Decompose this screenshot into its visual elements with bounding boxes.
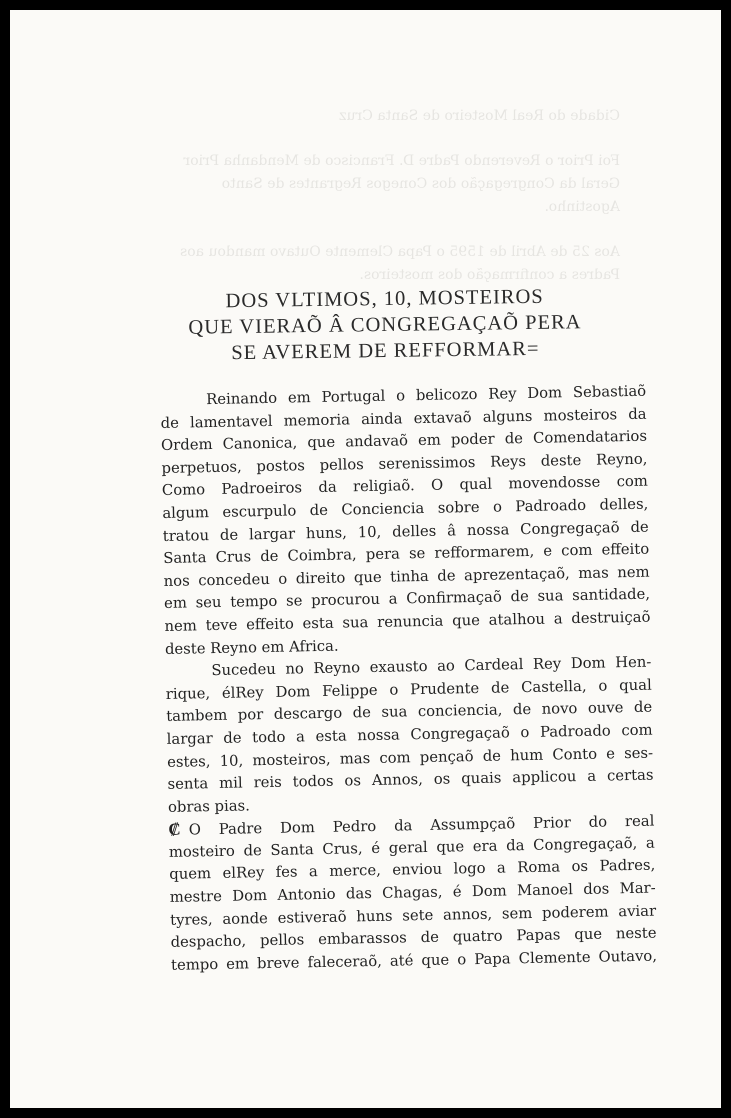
text-line: senta mil reis todos os Annos, os quais applicou a certas (167, 766, 654, 794)
text-line: tratou de largar huns, 10, delles â nossa Congregaçaõ de (162, 518, 649, 545)
text-line: Sucedeu no Reyno exausto ao Cardeal Rey Dom Hen- (211, 653, 652, 680)
title-line: QUE VIERAÕ Â CONGREGAÇAÕ PERA (188, 311, 582, 339)
page (10, 10, 721, 1108)
text-line: despacho, pellos embarassos de quatro Papas que neste (170, 924, 657, 952)
text-line: tambem por descargo de sua conciencia, de novo ouve de (166, 698, 653, 726)
text-line: algum escurpulo de Conciencia sobre o Padroado delles, (162, 495, 649, 522)
text-line: perpetuos, postos pellos serenissimos Reys deste Reyno, (161, 450, 648, 477)
title-line: DOS VLTIMOS, 10, MOSTEIROS (225, 285, 544, 313)
pilcrow-icon: ₡ (168, 819, 181, 841)
text-line: obras pias. (167, 797, 251, 816)
text-line: estes, 10, mosteiros, mas com pençaõ de hum Conto e ses- (166, 744, 654, 771)
bleed-line: Aos 25 de Abril de 1595 o Papa Clemente Outavo mandou aos Padres a confirmação dos mosteiros. (180, 244, 620, 283)
text-line: deste Reyno em Africa. (164, 637, 339, 658)
bleed-through-text (160, 105, 620, 309)
text-line: largar de todo a esta nossa Congregaçaõ o Padroado com (166, 721, 653, 748)
text-line: mestre Dom Antonio das Chagas, é Dom Manoel dos Mar- (169, 879, 656, 906)
text-line: Ordem Canonica, que andavaõ em poder de Comendatarios (160, 427, 648, 455)
title-line: SE AVEREM DE REFFORMAR= (231, 337, 540, 365)
bleed-line: Foi Prior o Reverendo Padre D. Francisco de Mendanha Prior Geral da Congregação dos Conegos Regrantes de Santo Agostinho. (183, 153, 620, 215)
text-line: Reinando em Portugal o belicozo Rey Dom Sebastiaõ (206, 382, 647, 409)
text-line: O Padre Dom Pedro da Assumpçaõ Prior do real (188, 812, 655, 839)
text-line: quem elRey fes a merce, enviou logo a Roma os Padres, (169, 857, 656, 884)
text-line: nos concedeu o direito que tinha de aprezentaçaõ, mas nem (163, 563, 650, 590)
chapter-title (169, 283, 600, 367)
text-line: Como Padroeiros da religiaõ. O qual movendosse com (161, 473, 649, 500)
text-line: de lamentavel memoria ainda extavaõ alguns mosteiros da (160, 405, 647, 432)
text-line: tyres, aonde estiveraõ huns sete annos, sem poderem aviar (170, 902, 657, 929)
text-line: nem teve effeito esta sua renuncia que atalhou a destruiçaõ (164, 608, 651, 635)
text-line: mosteiro de Santa Crus, é geral que era da Congregaçaõ, a (168, 834, 655, 861)
text-line: rique, élRey Dom Felippe o Prudente de Castella, o qual (165, 676, 652, 703)
text-line: tempo em breve faleceraõ, até que o Papa Clemente Outavo, (170, 947, 658, 974)
text-line: em seu tempo se procurou a Confirmaçaõ de sua santidade, (163, 585, 651, 613)
text-line: Santa Crus de Coimbra, pera se refformarem, e com effeito (163, 540, 650, 568)
body-text (160, 381, 657, 978)
bleed-line: Cidade do Real Mosteiro de Santa Cruz (339, 108, 620, 124)
